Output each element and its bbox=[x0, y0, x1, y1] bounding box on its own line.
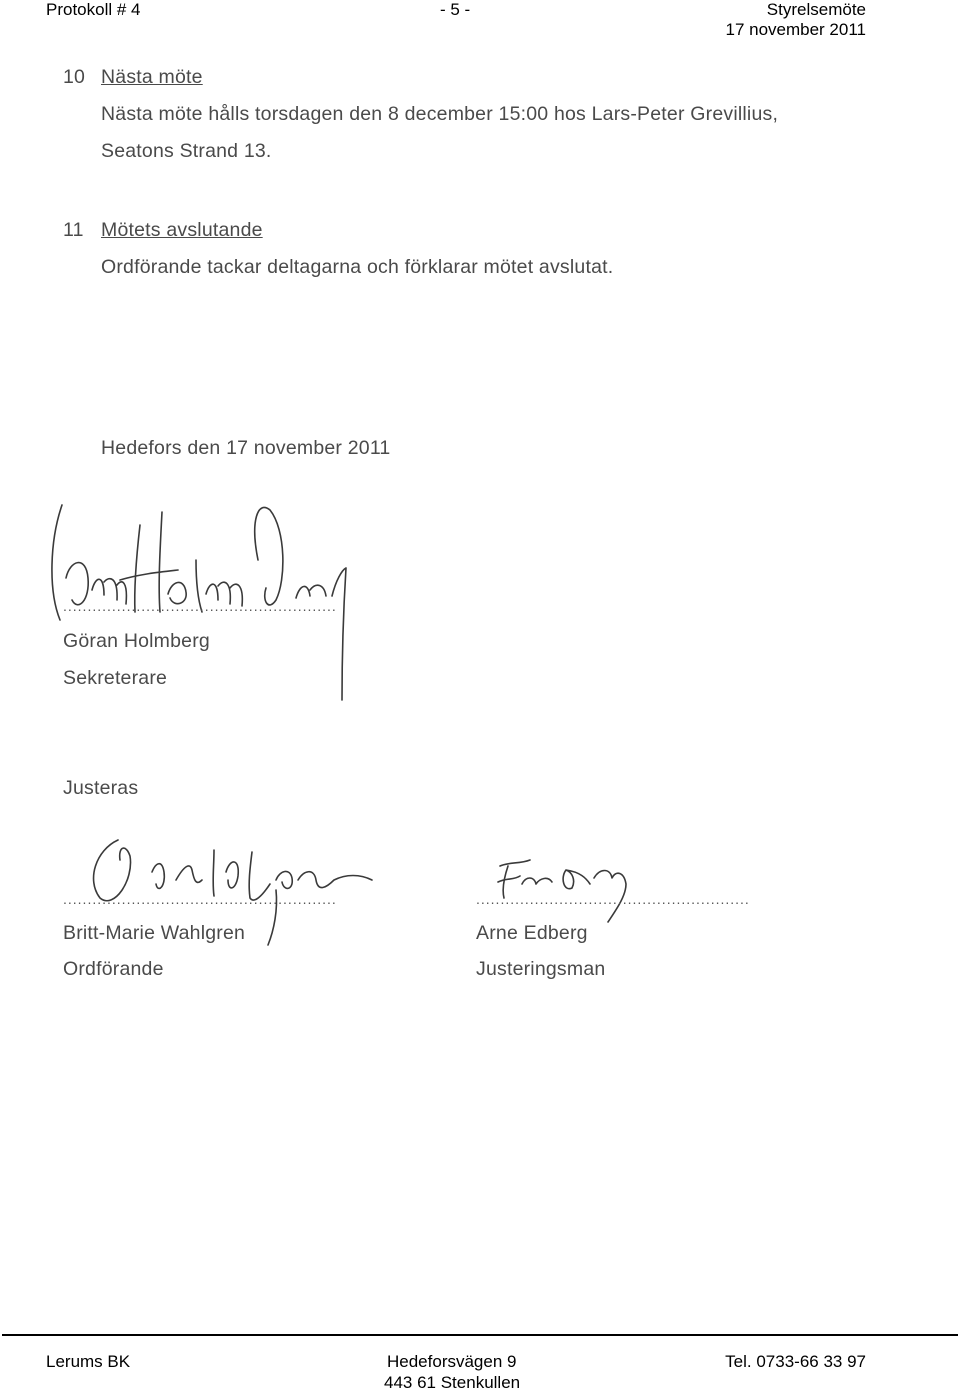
header-page-number: - 5 - bbox=[440, 0, 471, 19]
secretary-name: Göran Holmberg bbox=[63, 630, 210, 652]
adjuster-name: Arne Edberg bbox=[476, 922, 588, 944]
chair-role: Ordförande bbox=[63, 958, 164, 980]
footer-postal: 443 61 Stenkullen bbox=[384, 1373, 521, 1392]
chair-name: Britt-Marie Wahlgren bbox=[63, 922, 246, 944]
section-number: 11 bbox=[63, 219, 84, 241]
section-text-line: Ordförande tackar deltagarna och förklarar mötet avslutat. bbox=[101, 256, 614, 278]
adjusted-label: Justeras bbox=[63, 777, 139, 799]
place-date: Hedefors den 17 november 2011 bbox=[101, 437, 391, 459]
footer-org: Lerums BK bbox=[46, 1352, 131, 1371]
section-text-line: Nästa möte hålls torsdagen den 8 december 15:00 hos Lars-Peter Grevillius, bbox=[101, 103, 779, 125]
section-title: Nästa möte bbox=[101, 66, 203, 88]
section-number: 10 bbox=[63, 66, 86, 88]
footer-street: Hedeforsvägen 9 bbox=[387, 1352, 517, 1371]
signature-line: ........................................................ bbox=[476, 891, 750, 907]
section-title: Mötets avslutande bbox=[101, 219, 263, 241]
secretary-role: Sekreterare bbox=[63, 667, 168, 689]
section-text-line: Seatons Strand 13. bbox=[101, 140, 272, 162]
adjuster-role: Justeringsman bbox=[476, 958, 606, 980]
footer-phone: Tel. 0733-66 33 97 bbox=[725, 1352, 866, 1371]
signature-line: ........................................................ bbox=[63, 891, 337, 907]
header-meeting-type: Styrelsemöte bbox=[766, 0, 866, 19]
header-meeting-date: 17 november 2011 bbox=[725, 20, 866, 39]
header-doc-title: Protokoll # 4 bbox=[46, 0, 141, 19]
signature-line: ........................................................ bbox=[63, 598, 337, 614]
footer-divider bbox=[2, 1334, 958, 1336]
